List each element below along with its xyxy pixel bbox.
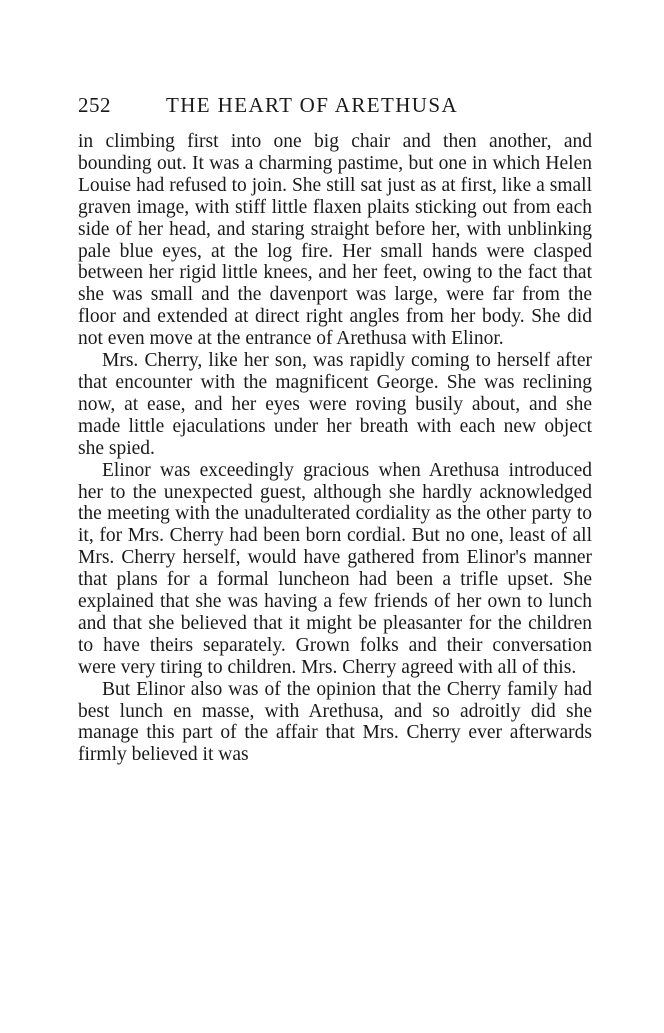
- paragraph-1: in climbing first into one big chair and then another, and bounding out. It was a charming pastime, but one in which Helen Louise had refused to join. She still sat just as at first, like a small graven image, with stiff little flaxen plaits sticking out from each side of her head, and staring straight before her, with unblinking pale blue eyes, at the log fire. Her small hands were clasped between her rigid little knees, and her feet, owing to the fact that she was small and the davenport was large, were far from the floor and extended at direct right angles from her body. She did not even move at the entrance of Arethusa with Elinor.: [78, 131, 592, 350]
- book-page: [78, 93, 592, 766]
- running-title: THE HEART OF ARETHUSA: [166, 93, 459, 117]
- paragraph-2: Mrs. Cherry, like her son, was rapidly coming to herself after that encounter with the magnificent George. She was reclining now, at ease, and her eyes were roving busily about, and she made little ejaculations under her breath with each new object she spied.: [78, 350, 592, 459]
- body-text: [78, 131, 592, 766]
- paragraph-3: Elinor was exceedingly gracious when Arethusa introduced her to the unexpected guest, although she hardly acknowledged the meeting with the unadulterated cordiality as the other party to it, for Mrs. Cherry had been born cordial. But no one, least of all Mrs. Cherry herself, would have gathered from Elinor's manner that plans for a formal luncheon had been a trifle upset. She explained that she was having a few friends of her own to lunch and that she believed that it might be pleasanter for the children to have theirs separately. Grown folks and their conversation were very tiring to children. Mrs. Cherry agreed with all of this.: [78, 459, 592, 678]
- paragraph-4: But Elinor also was of the opinion that the Cherry family had best lunch en masse, with Arethusa, and so adroitly did she manage this part of the affair that Mrs. Cherry ever afterwards firmly believed it was: [78, 678, 592, 766]
- running-head: [78, 93, 592, 127]
- page-number: 252: [78, 93, 111, 117]
